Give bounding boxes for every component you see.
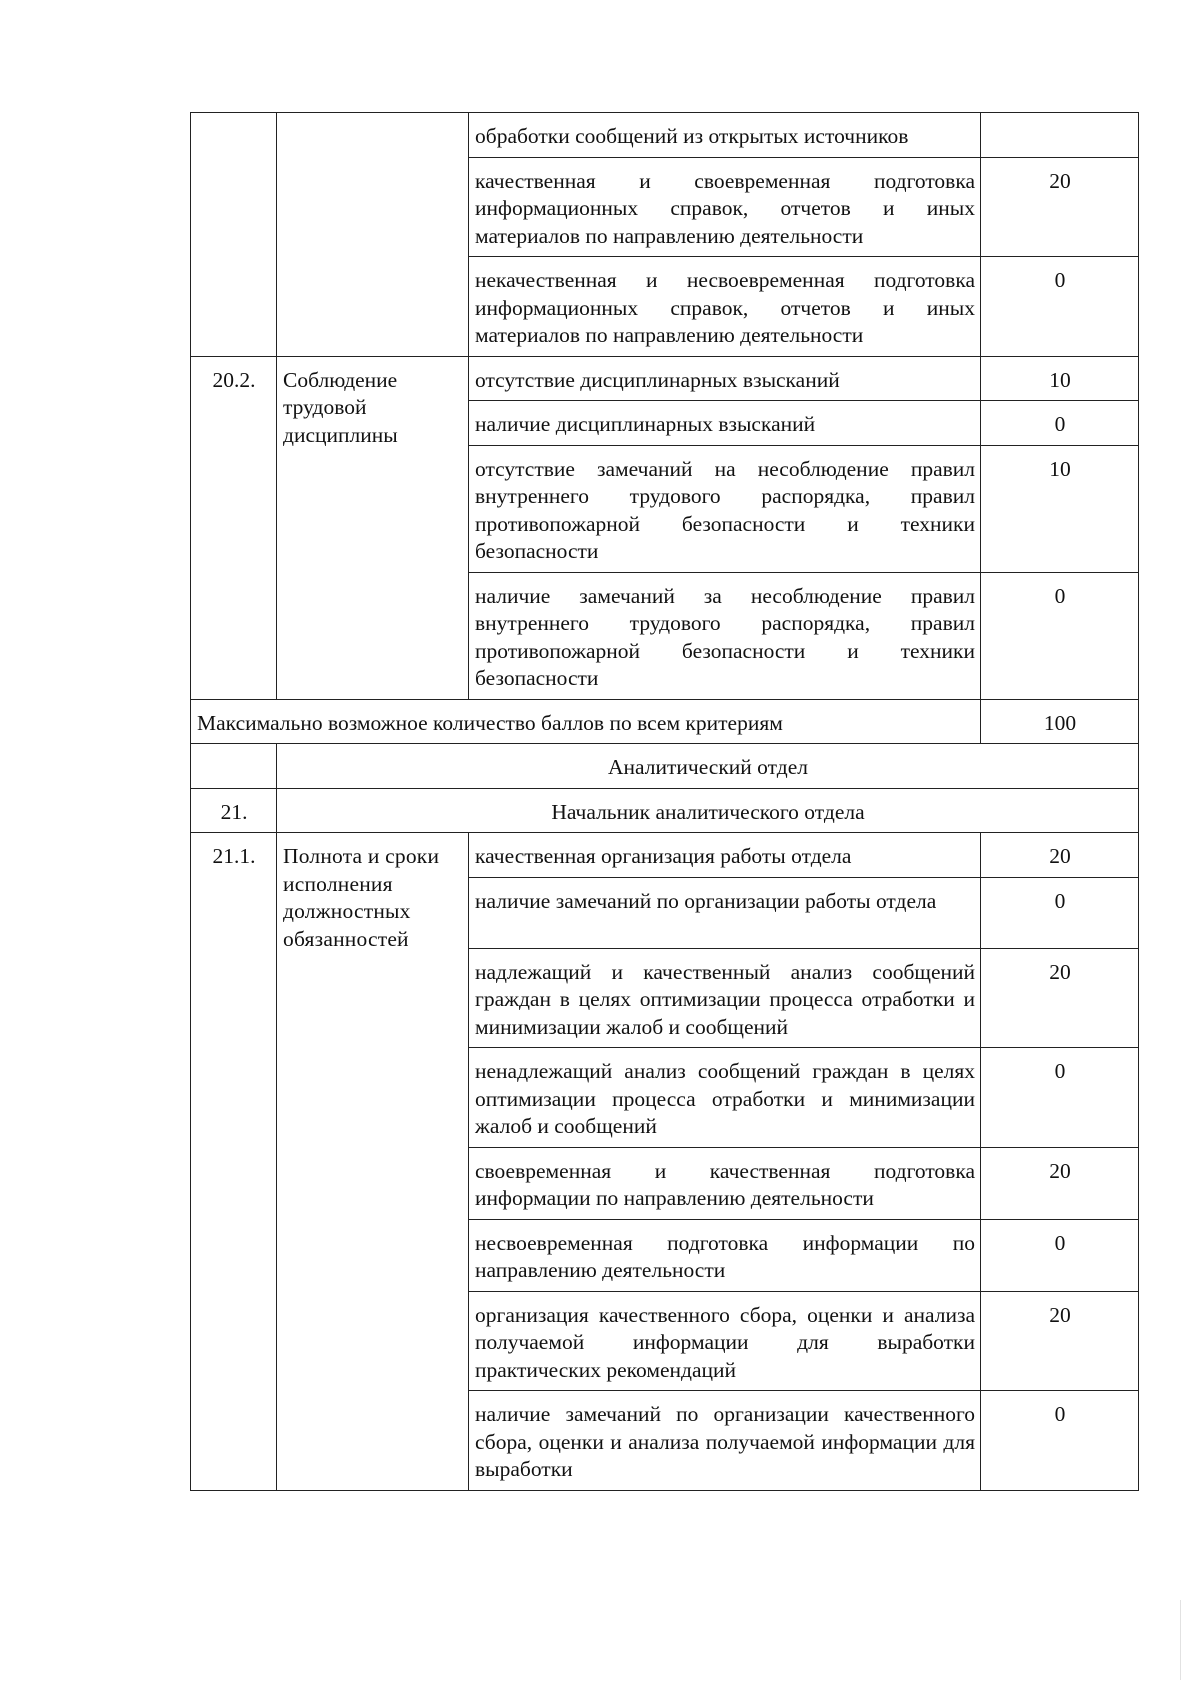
total-label: Максимально возможное количество баллов по всем критериям [191, 699, 981, 744]
score-cell: 20 [981, 157, 1139, 257]
number-cell: 21. [191, 788, 277, 833]
indicator-cell: отсутствие дисциплинарных взысканий [469, 356, 981, 401]
indicator-cell: обработки сообщений из открытых источников [469, 113, 981, 158]
number-cell [191, 744, 277, 789]
number-cell [191, 113, 277, 357]
score-cell: 0 [981, 401, 1139, 446]
score-cell: 0 [981, 877, 1139, 948]
score-cell: 20 [981, 948, 1139, 1048]
scan-edge-mark [1180, 1600, 1181, 1680]
indicator-cell: наличие замечаний по организации качественного сбора, оценки и анализа получаемой информации для выработки [469, 1391, 981, 1491]
indicator-cell: наличие замечаний за несоблюдение правил внутреннего трудового распорядка, правил противопожарной безопасности и техники безопасности [469, 572, 981, 699]
indicator-cell: надлежащий и качественный анализ сообщений граждан в целях оптимизации процесса отработки и минимизации жалоб и сообщений [469, 948, 981, 1048]
score-cell: 10 [981, 445, 1139, 572]
score-cell: 0 [981, 1219, 1139, 1291]
criterion-cell: Полнота и сроки исполнения должностных обязанностей [277, 833, 469, 1491]
position-title: Начальник аналитического отдела [277, 788, 1139, 833]
number-cell: 21.1. [191, 833, 277, 1491]
score-cell [981, 113, 1139, 158]
section-row [191, 744, 1139, 789]
indicator-cell: отсутствие замечаний на несоблюдение правил внутреннего трудового распорядка, правил противопожарной безопасности и техники безопасности [469, 445, 981, 572]
score-cell: 20 [981, 833, 1139, 878]
score-cell: 0 [981, 1048, 1139, 1148]
section-title: Аналитический отдел [277, 744, 1139, 789]
indicator-cell: некачественная и несвоевременная подготовка информационных справок, отчетов и иных материалов по направлению деятельности [469, 257, 981, 357]
indicator-cell: организация качественного сбора, оценки и анализа получаемой информации для выработки практических рекомендаций [469, 1291, 981, 1391]
criterion-cell [277, 113, 469, 357]
criteria-table [190, 112, 1139, 1491]
total-score: 100 [981, 699, 1139, 744]
score-cell: 0 [981, 572, 1139, 699]
indicator-cell: ненадлежащий анализ сообщений граждан в целях оптимизации процесса отработки и минимизации жалоб и сообщений [469, 1048, 981, 1148]
score-cell: 20 [981, 1291, 1139, 1391]
indicator-cell: несвоевременная подготовка информации по направлению деятельности [469, 1219, 981, 1291]
indicator-cell: наличие дисциплинарных взысканий [469, 401, 981, 446]
total-row [191, 699, 1139, 744]
indicator-cell: своевременная и качественная подготовка информации по направлению деятельности [469, 1147, 981, 1219]
criterion-cell: Соблюдение трудовой дисциплины [277, 356, 469, 699]
table-row [191, 113, 1139, 158]
score-cell: 0 [981, 1391, 1139, 1491]
score-cell: 20 [981, 1147, 1139, 1219]
table-row [191, 833, 1139, 878]
indicator-cell: наличие замечаний по организации работы отдела [469, 877, 981, 948]
score-cell: 0 [981, 257, 1139, 357]
indicator-cell: качественная и своевременная подготовка информационных справок, отчетов и иных материалов по направлению деятельности [469, 157, 981, 257]
indicator-cell: качественная организация работы отдела [469, 833, 981, 878]
table-row [191, 356, 1139, 401]
score-cell: 10 [981, 356, 1139, 401]
number-cell: 20.2. [191, 356, 277, 699]
position-row [191, 788, 1139, 833]
